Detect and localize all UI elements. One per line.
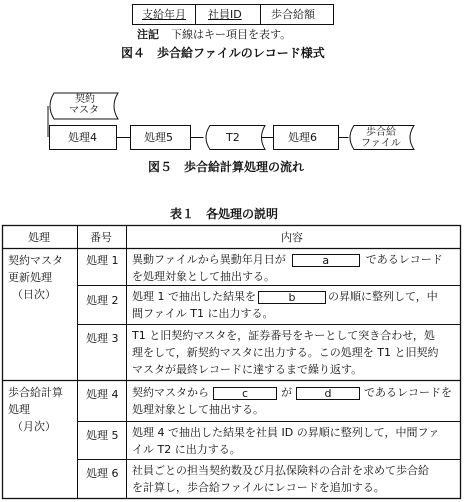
header-content: 内容 <box>281 231 303 244</box>
header-process: 処理 <box>28 231 50 244</box>
row-6-number: 処理 6 <box>86 467 119 480</box>
blank-b: b <box>258 291 326 304</box>
row-4-number: 処理 4 <box>86 388 119 401</box>
blank-d: d <box>296 387 360 400</box>
row-2-content: 処理 1 で抽出した結果を b の昇順に整列して，中 間ファイル T1 に出力する。 <box>132 290 438 320</box>
row-5-content: 処理 4 で抽出した結果を社員 ID の昇順に整列して，中間ファ イル T2 に出力する。 <box>132 426 440 456</box>
row-5-number: 処理 5 <box>86 429 119 442</box>
row-2-number: 処理 2 <box>86 294 119 307</box>
group1-line2: 更新処理 <box>8 271 52 284</box>
master-label-line1: 契約 <box>75 94 95 105</box>
field-commission-amount: 歩合給額 <box>271 8 315 21</box>
figure-5-caption: 図５ 歩合給計算処理の流れ <box>148 160 305 174</box>
group2-line3: （月次） <box>12 420 56 433</box>
t2-label: T2 <box>226 131 240 144</box>
row-6-content: 社員ごとの担当契約数及び月払保険料の合計を求めて歩合給 を計算し，歩合給ファイルにレコードを追加する。 <box>132 464 429 494</box>
row-1-number: 処理 1 <box>86 254 119 267</box>
step-6-label: 処理6 <box>288 131 317 144</box>
note-text: 下線はキー項目を表す。 <box>171 28 292 41</box>
master-label-line2: マスタ <box>69 105 99 116</box>
group-contract-master-update <box>8 252 63 303</box>
header-number: 番号 <box>90 231 112 244</box>
output-label-line1: 歩合給 <box>366 127 396 138</box>
step-5-label: 処理5 <box>144 131 173 144</box>
group1-line3: （日次） <box>12 288 56 301</box>
field-employee-id: 社員ID <box>208 8 242 21</box>
table-1-caption: 表１ 各処理の説明 <box>170 207 279 221</box>
figure-4-caption: 図４ 歩合給ファイルのレコード様式 <box>121 46 325 60</box>
blank-a: a <box>292 254 360 267</box>
blank-c: c <box>213 387 277 400</box>
group-commission-calculation <box>8 384 63 435</box>
row-4-content: 契約マスタから c が d であるレコードを 処理対象として抽出する。 <box>132 386 452 416</box>
group1-line1: 契約マスタ <box>8 254 63 267</box>
field-pay-month: 支給年月 <box>142 8 186 21</box>
group2-line2: 処理 <box>8 403 30 416</box>
output-label-line2: ファイル <box>361 138 401 149</box>
row-1-content: 異動ファイルから異動年月日が a であるレコード を処理対象として抽出する。 <box>132 253 443 283</box>
group2-line1: 歩合給計算 <box>8 386 63 399</box>
row-3-content: T1 と旧契約マスタを，証券番号をキーとして突き合わせ，処 理をして，新契約マスタに出力する。この処理を T1 と旧契約 マスタが最終レコードに達するまで繰り返す。 <box>132 329 439 376</box>
row-3-number: 処理 3 <box>86 332 119 345</box>
step-4-label: 処理4 <box>68 131 97 144</box>
note-label: 注記 <box>137 28 159 41</box>
